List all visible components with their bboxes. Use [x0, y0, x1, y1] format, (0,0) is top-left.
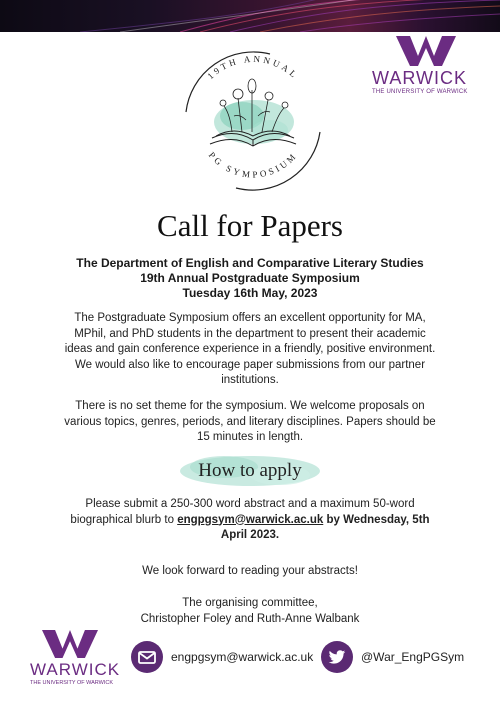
intro-line: ideas and gain conference experience in a friendly, positive environment.	[64, 343, 436, 355]
theme-line: 15 minutes in length.	[196, 431, 304, 443]
intro-line: MPhil, and PhD students in the department to present their academic	[74, 327, 426, 340]
twitter-bird-icon	[321, 641, 353, 673]
warwick-shield-icon	[42, 630, 98, 658]
apply-text: biographical blurb to	[70, 513, 178, 526]
how-to-apply-text: How to apply	[198, 460, 302, 481]
intro-line: institutions.	[221, 374, 279, 386]
contact-email-text[interactable]: engpgsym@warwick.ac.uk	[171, 650, 314, 664]
contact-twitter-handle[interactable]: @War_EngPGSym	[361, 650, 465, 664]
header-banner	[0, 0, 500, 32]
apply-paragraph	[40, 497, 460, 544]
contact-twitter[interactable]	[321, 640, 464, 674]
emblem-arc-bottom: PG SYMPOSIUM	[206, 149, 300, 180]
intro-paragraph	[40, 311, 460, 389]
how-to-apply-heading	[172, 451, 328, 491]
symposium-name: 19th Annual Postgraduate Symposium	[140, 271, 360, 285]
svg-text:PG SYMPOSIUM	[207, 150, 300, 180]
contact-email[interactable]	[131, 640, 313, 674]
page-title: Call for Papers	[157, 208, 343, 243]
warwick-logo-text: WARWICK	[372, 68, 467, 88]
closing-line: We look forward to reading your abstracts!	[142, 565, 358, 577]
symposium-emblem	[172, 40, 334, 202]
deadline-year: April 2023.	[220, 529, 280, 541]
theme-paragraph	[40, 399, 460, 446]
apply-line: Please submit a 250-300 word abstract and a maximum 50-word	[85, 498, 415, 510]
department-name: The Department of English and Comparative Literary Studies	[76, 256, 424, 270]
theme-line: various topics, genres, periods, and literary disciplines. Papers should be	[64, 415, 436, 428]
committee-names: Christopher Foley and Ruth-Anne Walbank	[140, 612, 360, 625]
svg-text:19TH ANNUAL	[205, 54, 300, 81]
envelope-icon	[131, 641, 163, 673]
apply-line	[40, 513, 460, 529]
emblem-arc-top: 19TH ANNUAL	[205, 53, 301, 82]
warwick-shield-icon	[396, 36, 456, 66]
deadline-text: by Wednesday, 5th	[323, 513, 430, 526]
warwick-logo-top	[372, 36, 476, 98]
warwick-logo-bottom	[28, 630, 120, 692]
warwick-logo-subtext: THE UNIVERSITY OF WARWICK	[372, 89, 468, 95]
signoff	[40, 596, 460, 627]
event-details	[0, 256, 500, 301]
intro-line: We would also like to encourage paper submissions from our partner	[74, 358, 426, 371]
signoff-line: The organising committee,	[182, 597, 318, 609]
event-date: Tuesday 16th May, 2023	[182, 286, 318, 300]
warwick-logo-text: WARWICK	[30, 660, 121, 679]
warwick-logo-subtext: THE UNIVERSITY OF WARWICK	[30, 680, 114, 686]
intro-line: The Postgraduate Symposium offers an excellent opportunity for MA,	[74, 312, 426, 324]
theme-line: There is no set theme for the symposium. We welcome proposals on	[75, 400, 425, 412]
apply-email-link[interactable]: engpgsym@warwick.ac.uk	[177, 513, 324, 526]
